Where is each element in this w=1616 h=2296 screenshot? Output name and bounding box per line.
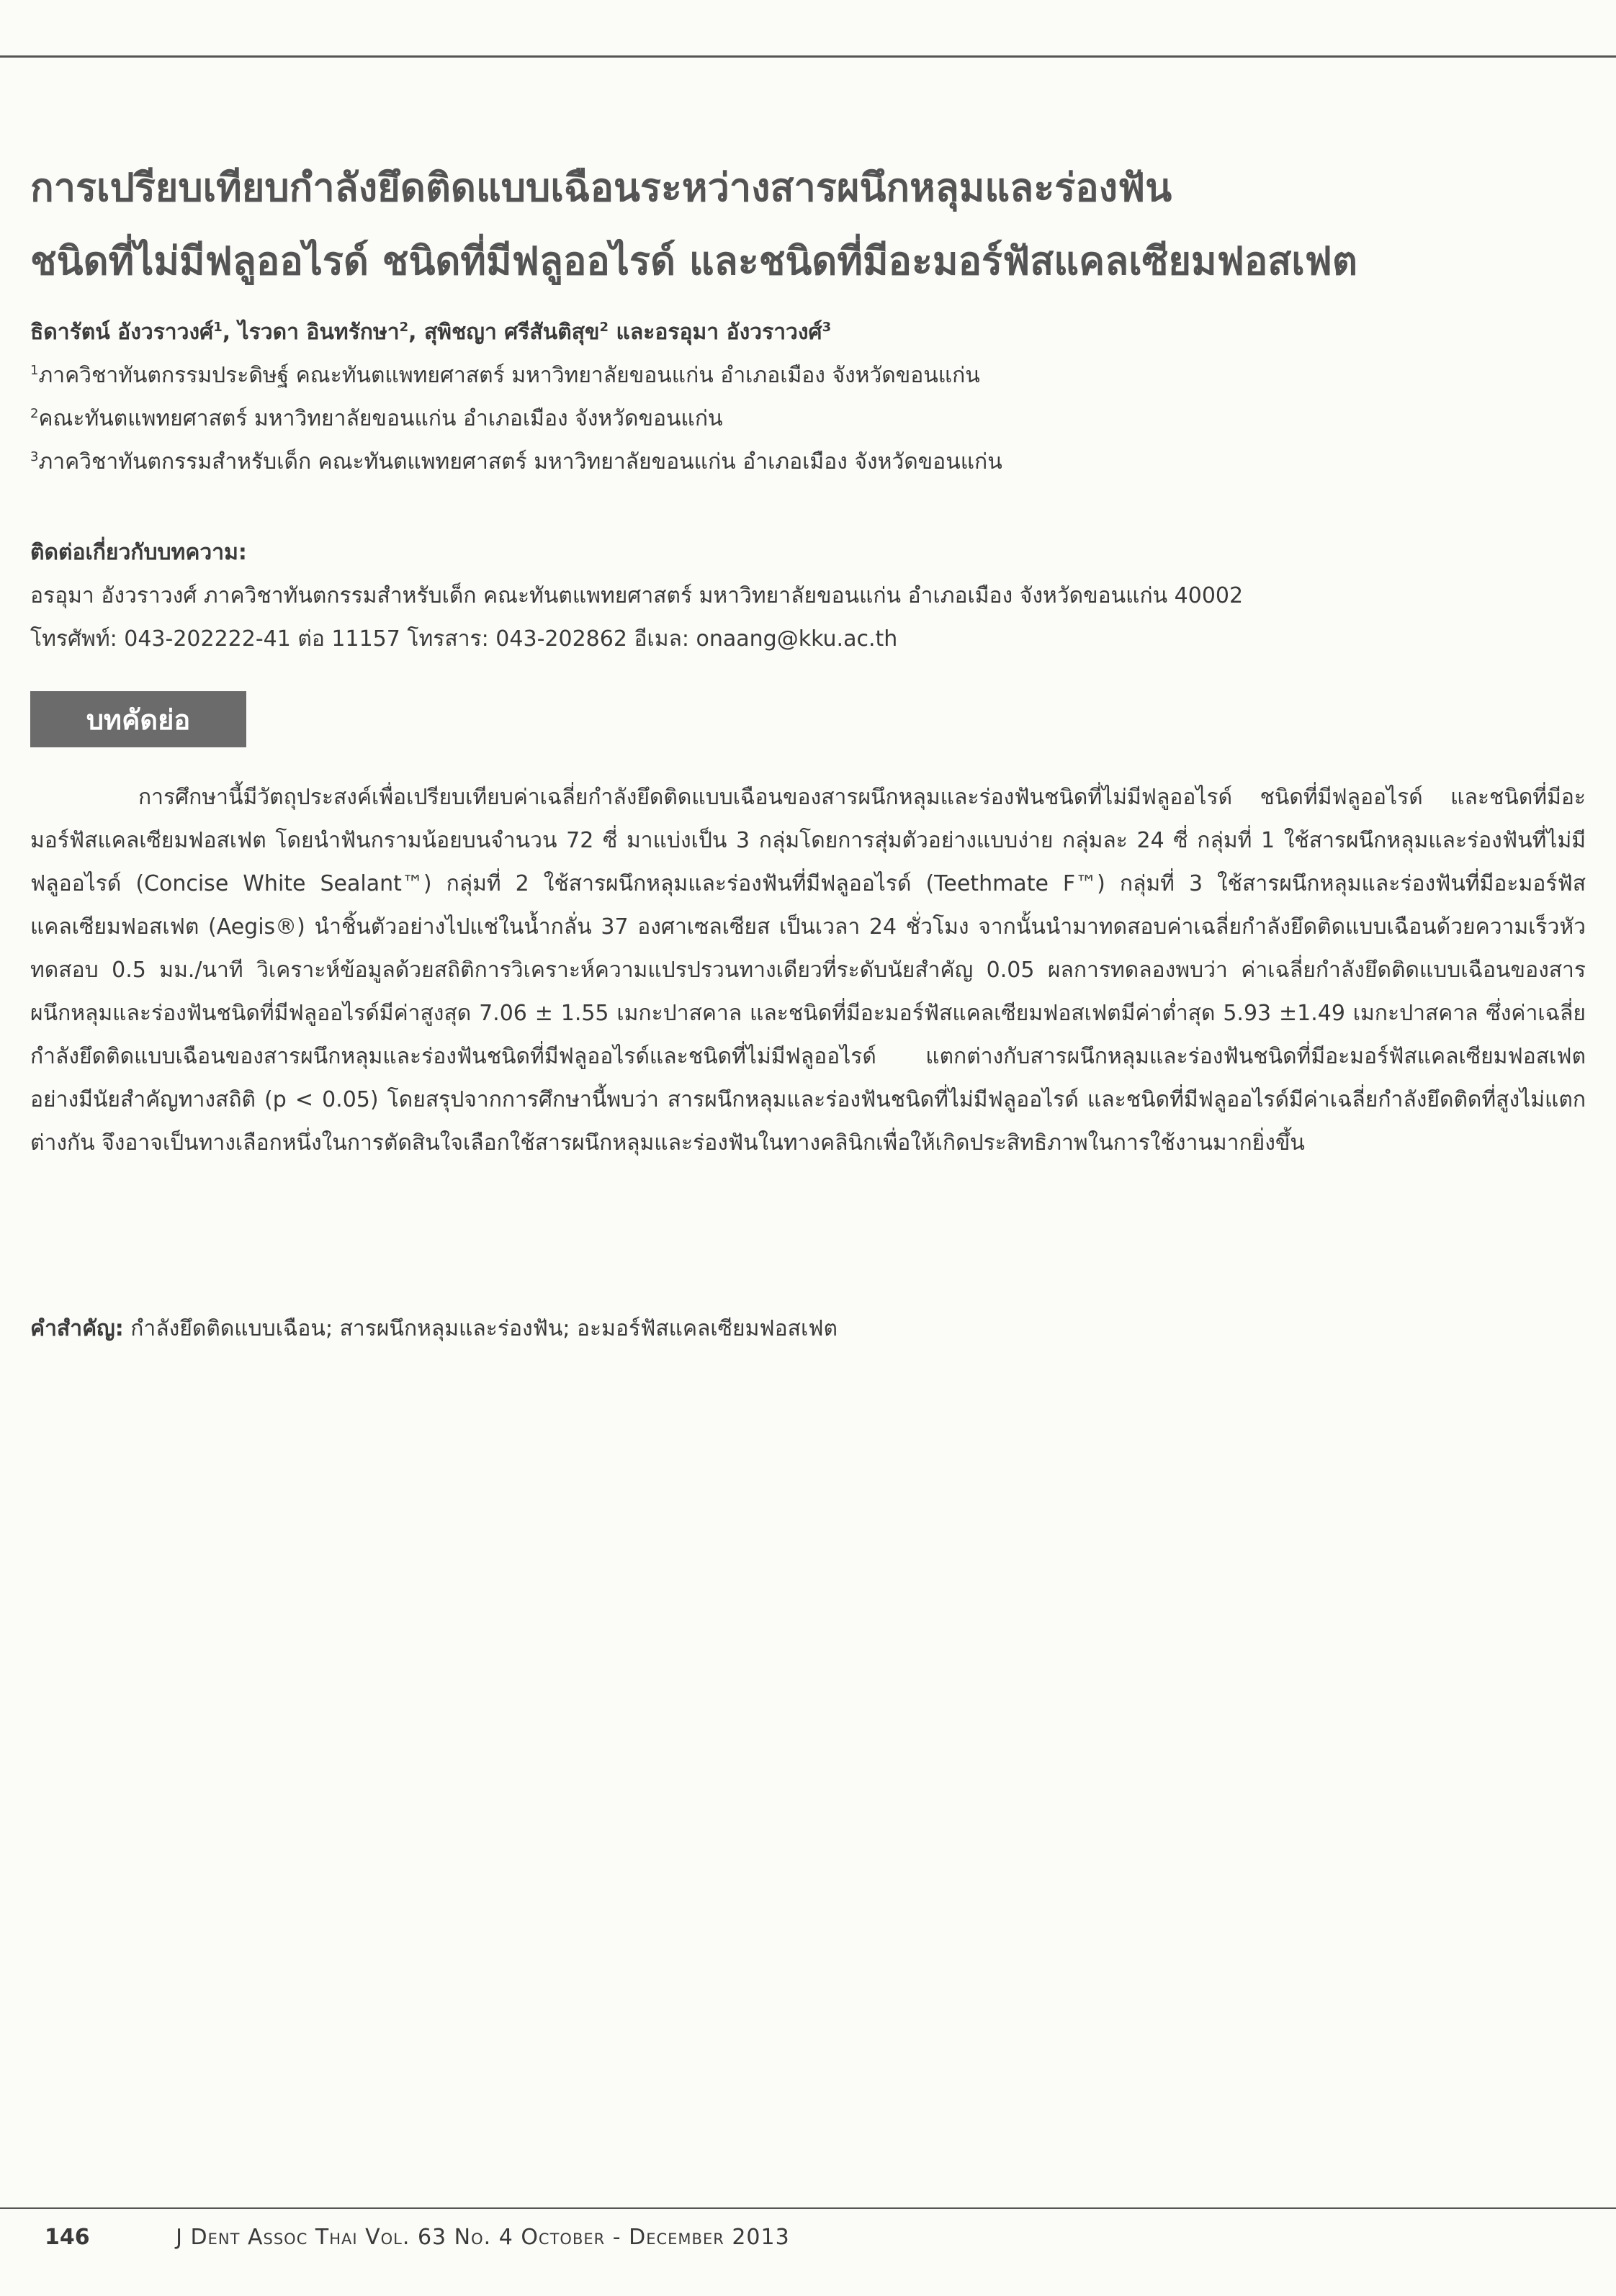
contact-address: อรอุมา อังวราวงศ์ ภาควิชาทันตกรรมสำหรับเด็ก คณะทันตแพทยศาสตร์ มหาวิทยาลัยขอนแก่น อำเภอเมือง จังหวัดขอนแก่น 40002 [30, 583, 1244, 608]
affiliation-3-text: ภาควิชาทันตกรรมสำหรับเด็ก คณะทันตแพทยศาสตร์ มหาวิทยาลัยขอนแก่น อำเภอเมือง จังหวัดขอนแก่น [38, 449, 1002, 474]
affiliation-1-text: ภาควิชาทันตกรรมประดิษฐ์ คณะทันตแพทยศาสตร์ มหาวิทยาลัยขอนแก่น อำเภอเมือง จังหวัดขอนแก่น [38, 363, 980, 388]
author-2: , ไรวดา อินทรักษา [222, 320, 400, 345]
author-names [30, 311, 1579, 354]
page-number: 146 [45, 2225, 90, 2250]
affiliation-1-sup: 1 [30, 363, 39, 378]
contact-label: ติดต่อเกี่ยวกับบทความ: [30, 540, 247, 565]
top-rule [0, 55, 1616, 58]
authors-block [30, 311, 1579, 484]
page-footer [45, 2225, 790, 2250]
affiliation-1 [30, 354, 1579, 397]
keywords [30, 1307, 1586, 1351]
contact-block [30, 531, 1579, 661]
author-1-sup: 1 [213, 320, 223, 335]
affiliation-2 [30, 397, 1579, 441]
journal-citation: J Dent Assoc Thai Vol. 63 No. 4 October - December 2013 [176, 2225, 790, 2250]
abstract-heading: บทคัดย่อ [30, 691, 246, 747]
title-line-2: ชนิดที่ไม่มีฟลูออไรด์ ชนิดที่มีฟลูออไรด์ และชนิดที่มีอะมอร์ฟัสแคลเซียมฟอสเฟต [30, 238, 1357, 284]
author-3: , สุพิชญา ศรีสันติสุข [408, 320, 600, 345]
author-4: และอรอุมา อังวราวงศ์ [609, 320, 822, 345]
author-1: ธิดารัตน์ อังวราวงศ์ [30, 320, 214, 345]
bottom-rule [0, 2207, 1616, 2209]
affiliation-3 [30, 441, 1579, 484]
title-line-1: การเปรียบเทียบกำลังยึดติดแบบเฉือนระหว่างสารผนึกหลุมและร่องฟัน [30, 165, 1172, 210]
abstract-text: การศึกษานี้มีวัตถุประสงค์เพื่อเปรียบเทียบค่าเฉลี่ยกำลังยึดติดแบบเฉือนของสารผนึกหลุมและร่องฟันชนิดที่ไม่มีฟลูออไรด์ ชนิดที่มีฟลูออไรด์ และชนิดที่มีอะมอร์ฟัสแคลเซียมฟอสเฟต โดยนำฟันกรามน้อยบนจำนวน 72 ซี่ มาแบ่งเป็น 3 กลุ่มโดยการสุ่มตัวอย่างแบบง่าย กลุ่มละ 24 ซี่ กลุ่มที่ 1 ใช้สารผนึกหลุมและร่องฟันที่ไม่มีฟลูออไรด์ (Concise White Sealant™) กลุ่มที่ 2 ใช้สารผนึกหลุมและร่องฟันที่มีฟลูออไรด์ (Teethmate F™) กลุ่มที่ 3 ใช้สารผนึกหลุมและร่องฟันที่มีอะมอร์ฟัสแคลเซียมฟอสเฟต (Aegis®) นำชิ้นตัวอย่างไปแช่ในน้ำกลั่น 37 องศาเซลเซียส เป็นเวลา 24 ชั่วโมง จากนั้นนำมาทดสอบค่าเฉลี่ยกำลังยึดติดแบบเฉือนด้วยความเร็วหัวทดสอบ 0.5 มม./นาที วิเคราะห์ข้อมูลด้วยสถิติการวิเคราะห์ความแปรปรวนทางเดียวที่ระดับนัยสำคัญ 0.05 ผลการทดลองพบว่า ค่าเฉลี่ยกำลังยึดติดแบบเฉือนของสารผนึกหลุมและร่องฟันชนิดที่มีฟลูออไรด์มีค่าสูงสุด 7.06 ± 1.55 เมกะปาสคาล และชนิดที่มีอะมอร์ฟัสแคลเซียมฟอสเฟตมีค่าต่ำสุด 5.93 ±1.49 เมกะปาสคาล ซึ่งค่าเฉลี่ยกำลังยึดติดแบบเฉือนของสารผนึกหลุมและร่องฟันชนิดที่มีฟลูออไรด์และชนิดที่ไม่มีฟลูออไรด์ แตกต่างกับสารผนึกหลุมและร่องฟันชนิดที่มีอะมอร์ฟัสแคลเซียมฟอสเฟตอย่างมีนัยสำคัญทางสถิติ (p < 0.05) โดยสรุปจากการศึกษานี้พบว่า สารผนึกหลุมและร่องฟันชนิดที่ไม่มีฟลูออไรด์ และชนิดที่มีฟลูออไรด์มีค่าเฉลี่ยกำลังยึดติดที่สูงไม่แตกต่างกัน จึงอาจเป็นทางเลือกหนึ่งในการตัดสินใจเลือกใช้สารผนึกหลุมและร่องฟันในทางคลินิกเพื่อให้เกิดประสิทธิภาพในการใช้งานมากยิ่งขึ้น [30, 785, 1586, 1156]
author-2-sup: 2 [399, 320, 409, 335]
contact-phone: โทรศัพท์: 043-202222-41 ต่อ 11157 โทรสาร: 043-202862 อีเมล: onaang@kku.ac.th [30, 626, 898, 652]
affiliation-2-sup: 2 [30, 406, 39, 421]
keywords-text: กำลังยึดติดแบบเฉือน; สารผนึกหลุมและร่องฟัน; อะมอร์ฟัสแคลเซียมฟอสเฟต [123, 1316, 838, 1341]
author-3-sup: 2 [599, 320, 609, 335]
article-title [30, 151, 1557, 298]
affiliation-3-sup: 3 [30, 449, 39, 464]
author-4-sup: 3 [822, 320, 832, 335]
affiliation-2-text: คณะทันตแพทยศาสตร์ มหาวิทยาลัยขอนแก่น อำเภอเมือง จังหวัดขอนแก่น [38, 406, 723, 431]
keywords-label: คำสำคัญ: [30, 1316, 124, 1341]
